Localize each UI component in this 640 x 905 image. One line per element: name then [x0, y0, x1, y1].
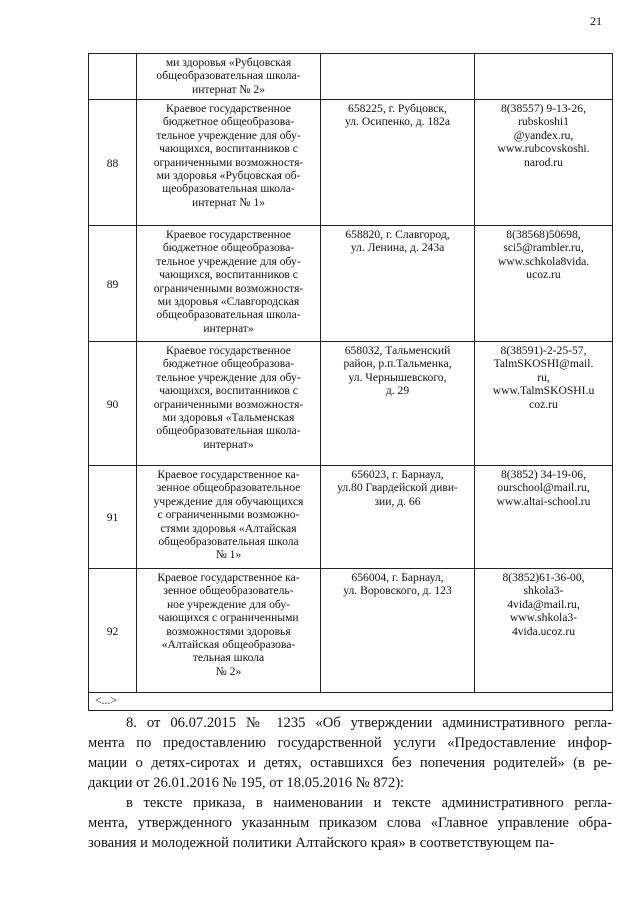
institution-name: [137, 466, 321, 569]
institution-address: [321, 226, 475, 342]
institution-name-line: чающихся, воспитанников с: [159, 268, 298, 282]
institution-name-line: бюджетное общеобразова-: [162, 115, 295, 129]
institution-contacts-line: @yandex.ru,: [513, 128, 574, 142]
institution-name-line: Краевое государственное: [166, 344, 291, 357]
institution-contacts-line: 8(38591)-2-25-57,: [500, 344, 587, 357]
paragraph-line: зования и молодежной политики Алтайского края» в соответствующем па-: [88, 835, 555, 851]
paragraph-line: мента по предоставлению государственной услуги «Предоставление инфор-: [88, 735, 612, 751]
institution-address: [321, 54, 475, 100]
institution-name-line: ограниченными возможностя-: [153, 397, 304, 411]
institution-contacts-line: sci5@rambler.ru,: [503, 241, 584, 255]
paragraph-amendment-8: [88, 713, 612, 793]
institution-contacts-line: ucoz.ru: [526, 268, 561, 282]
institution-contacts-line: coz.ru: [529, 397, 558, 411]
institution-name-line: интернат № 2»: [192, 82, 265, 96]
institution-contacts-line: www.TalmSKOSHI.u: [492, 384, 595, 398]
institution-contacts-line: TalmSKOSHI@mail.: [493, 357, 594, 371]
institution-address-line: зии, д. 66: [374, 494, 421, 508]
row-number: [89, 54, 137, 100]
institution-contacts-line: www.shkola3-: [509, 611, 578, 625]
institution-name-line: Краевое государственное ка-: [157, 468, 300, 481]
institution-name-line: ограниченными возможностя-: [153, 281, 304, 295]
row-number: 89: [89, 226, 137, 342]
institution-contacts-line: shkola3-: [523, 584, 564, 598]
institution-contacts: [475, 466, 613, 569]
institution-name-line: общеобразовательная школа-: [156, 69, 301, 83]
institution-name-line: интернат № 1»: [192, 195, 265, 209]
institution-name-line: чающихся, воспитанников с: [159, 142, 298, 156]
body-text: [88, 713, 612, 853]
institution-name-line: Краевое государственное: [166, 102, 291, 115]
paragraph-amendment-8-text: [88, 793, 612, 853]
institution-contacts-line: ourschool@mail.ru,: [497, 481, 590, 495]
institution-address-line: 658820, г. Славгород,: [345, 228, 450, 241]
institution-name-line: ми здоровья «Славгородская: [157, 295, 300, 309]
institution-address-line: ул. Воровского, д. 123: [343, 584, 452, 598]
institution-address-line: 658032, Тальменский: [344, 344, 451, 357]
institution-name-line: ное учреждение для обу-: [166, 597, 291, 611]
institution-address-line: д. 29: [385, 384, 410, 398]
institution-name-line: чающихся с ограниченными: [158, 611, 299, 625]
institution-name-line: Краевое государственное: [166, 228, 291, 241]
institution-name-line: ограниченными возможностя-: [153, 155, 304, 169]
institutions-table: [88, 53, 613, 711]
institution-contacts-line: www.rubcovskoshi.: [497, 142, 590, 156]
institution-name-line: общеобразовательная школа-: [156, 308, 301, 322]
institution-contacts-line: ru,: [537, 370, 550, 384]
paragraph-line: дакции от 26.01.2016 № 195, от 18.05.2016 № 872):: [88, 775, 405, 791]
institution-address-line: район, р.п.Тальменка,: [343, 357, 452, 371]
institution-name-line: стями здоровья «Алтайская: [160, 521, 297, 535]
institution-contacts: [475, 569, 613, 693]
institution-address: [321, 100, 475, 226]
institution-contacts-line: 8(3852) 34-19-06,: [500, 468, 586, 481]
institution-name-line: зенное общеобразовательное: [156, 481, 301, 495]
institution-name-line: «Алтайская общеобразова-: [161, 638, 296, 652]
paragraph-line: мента, утвержденного указанным приказом слова «Главное управление обра-: [88, 815, 612, 831]
institution-name-line: возможностями здоровья: [166, 624, 291, 638]
row-number: 90: [89, 342, 137, 466]
institution-contacts-line: 8(38568)50698,: [506, 228, 581, 241]
institution-name-line: бюджетное общеобразова-: [162, 241, 295, 255]
institution-name-line: тельное учреждение для обу-: [156, 254, 301, 268]
institution-name-line: тельная школа: [192, 651, 265, 665]
institution-contacts: [475, 226, 613, 342]
institution-name: [137, 226, 321, 342]
institution-address-line: 656023, г. Барнаул,: [351, 468, 444, 481]
institution-name-line: зенное общеобразователь-: [163, 584, 294, 598]
institution-contacts-line: rubskoshi1: [518, 115, 569, 129]
institution-contacts: [475, 342, 613, 466]
institution-name-line: № 2»: [215, 664, 242, 678]
institution-name-line: интернат»: [203, 437, 254, 451]
institution-name-line: ми здоровья «Рубцовская: [165, 56, 292, 69]
institution-name-line: ми здоровья «Рубцовская об-: [156, 169, 301, 183]
institution-name-line: учреждение для обучающихся: [153, 494, 304, 508]
table-row: [89, 100, 613, 226]
institution-address: [321, 569, 475, 693]
institution-address-line: ул.80 Гвардейской диви-: [337, 481, 458, 495]
institution-contacts: [475, 54, 613, 100]
table-body: [89, 54, 613, 711]
institution-address: [321, 466, 475, 569]
institution-address-line: 658225, г. Рубцовск,: [348, 102, 447, 115]
page-number: 21: [590, 14, 602, 28]
institution-name-line: общеобразовательная школа: [158, 535, 299, 549]
table-row: [89, 569, 613, 693]
institution-name-line: щеобразовательная школа-: [162, 182, 295, 196]
institution-address-line: ул. Чернышевского,: [348, 370, 447, 384]
paragraph-line: 8. от 06.07.2015 № 1235 «Об утверждении административного регла-: [126, 715, 612, 731]
row-number: 92: [89, 569, 137, 693]
institution-contacts-line: 8(38557) 9-13-26,: [500, 102, 586, 115]
institution-name-line: Краевое государственное ка-: [157, 571, 300, 584]
institution-address: [321, 342, 475, 466]
institution-name-line: тельное учреждение для обу-: [156, 128, 301, 142]
institution-contacts-line: narod.ru: [524, 155, 563, 169]
institution-name: [137, 100, 321, 226]
institution-address-line: ул. Осипенко, д. 182а: [344, 115, 451, 129]
institution-name-line: № 1»: [215, 548, 242, 562]
institution-contacts-line: www.altai-school.ru: [496, 494, 591, 508]
paragraph-line: мации о детях-сиротах и детях, оставшихся без попечения родителей» (в ре-: [88, 755, 612, 771]
omission-marker: <...>: [89, 693, 613, 711]
institution-name-line: общеобразовательная школа-: [156, 424, 301, 438]
institution-name: [137, 54, 321, 100]
institution-contacts-line: 4vida.ucoz.ru: [511, 624, 576, 638]
table-row: [89, 342, 613, 466]
institution-contacts-line: 8(3852)61-36-00,: [502, 571, 585, 584]
institution-address-line: ул. Ленина, д. 243а: [350, 241, 445, 255]
institution-name-line: бюджетное общеобразова-: [162, 357, 295, 371]
institution-name-line: чающихся, воспитанников с: [159, 384, 298, 398]
institution-name-line: ми здоровья «Тальменская: [162, 411, 295, 425]
institution-contacts: [475, 100, 613, 226]
institution-address-line: 656004, г. Барнаул,: [351, 571, 444, 584]
institution-name-line: интернат»: [203, 321, 254, 335]
institution-name-line: с ограниченными возможно-: [157, 508, 300, 522]
table-row: [89, 466, 613, 569]
institution-name: [137, 342, 321, 466]
institution-contacts-line: 4vida@mail.ru,: [507, 597, 580, 611]
row-number: 88: [89, 100, 137, 226]
paragraph-line: в тексте приказа, в наименовании и тексте административного регла-: [126, 795, 612, 811]
row-number: 91: [89, 466, 137, 569]
table-row-ellipsis: [89, 693, 613, 711]
institution-contacts-line: www.schkola8vida.: [497, 254, 590, 268]
institution-name: [137, 569, 321, 693]
table-row: [89, 54, 613, 100]
institution-name-line: тельное учреждение для обу-: [156, 370, 301, 384]
table-row: [89, 226, 613, 342]
